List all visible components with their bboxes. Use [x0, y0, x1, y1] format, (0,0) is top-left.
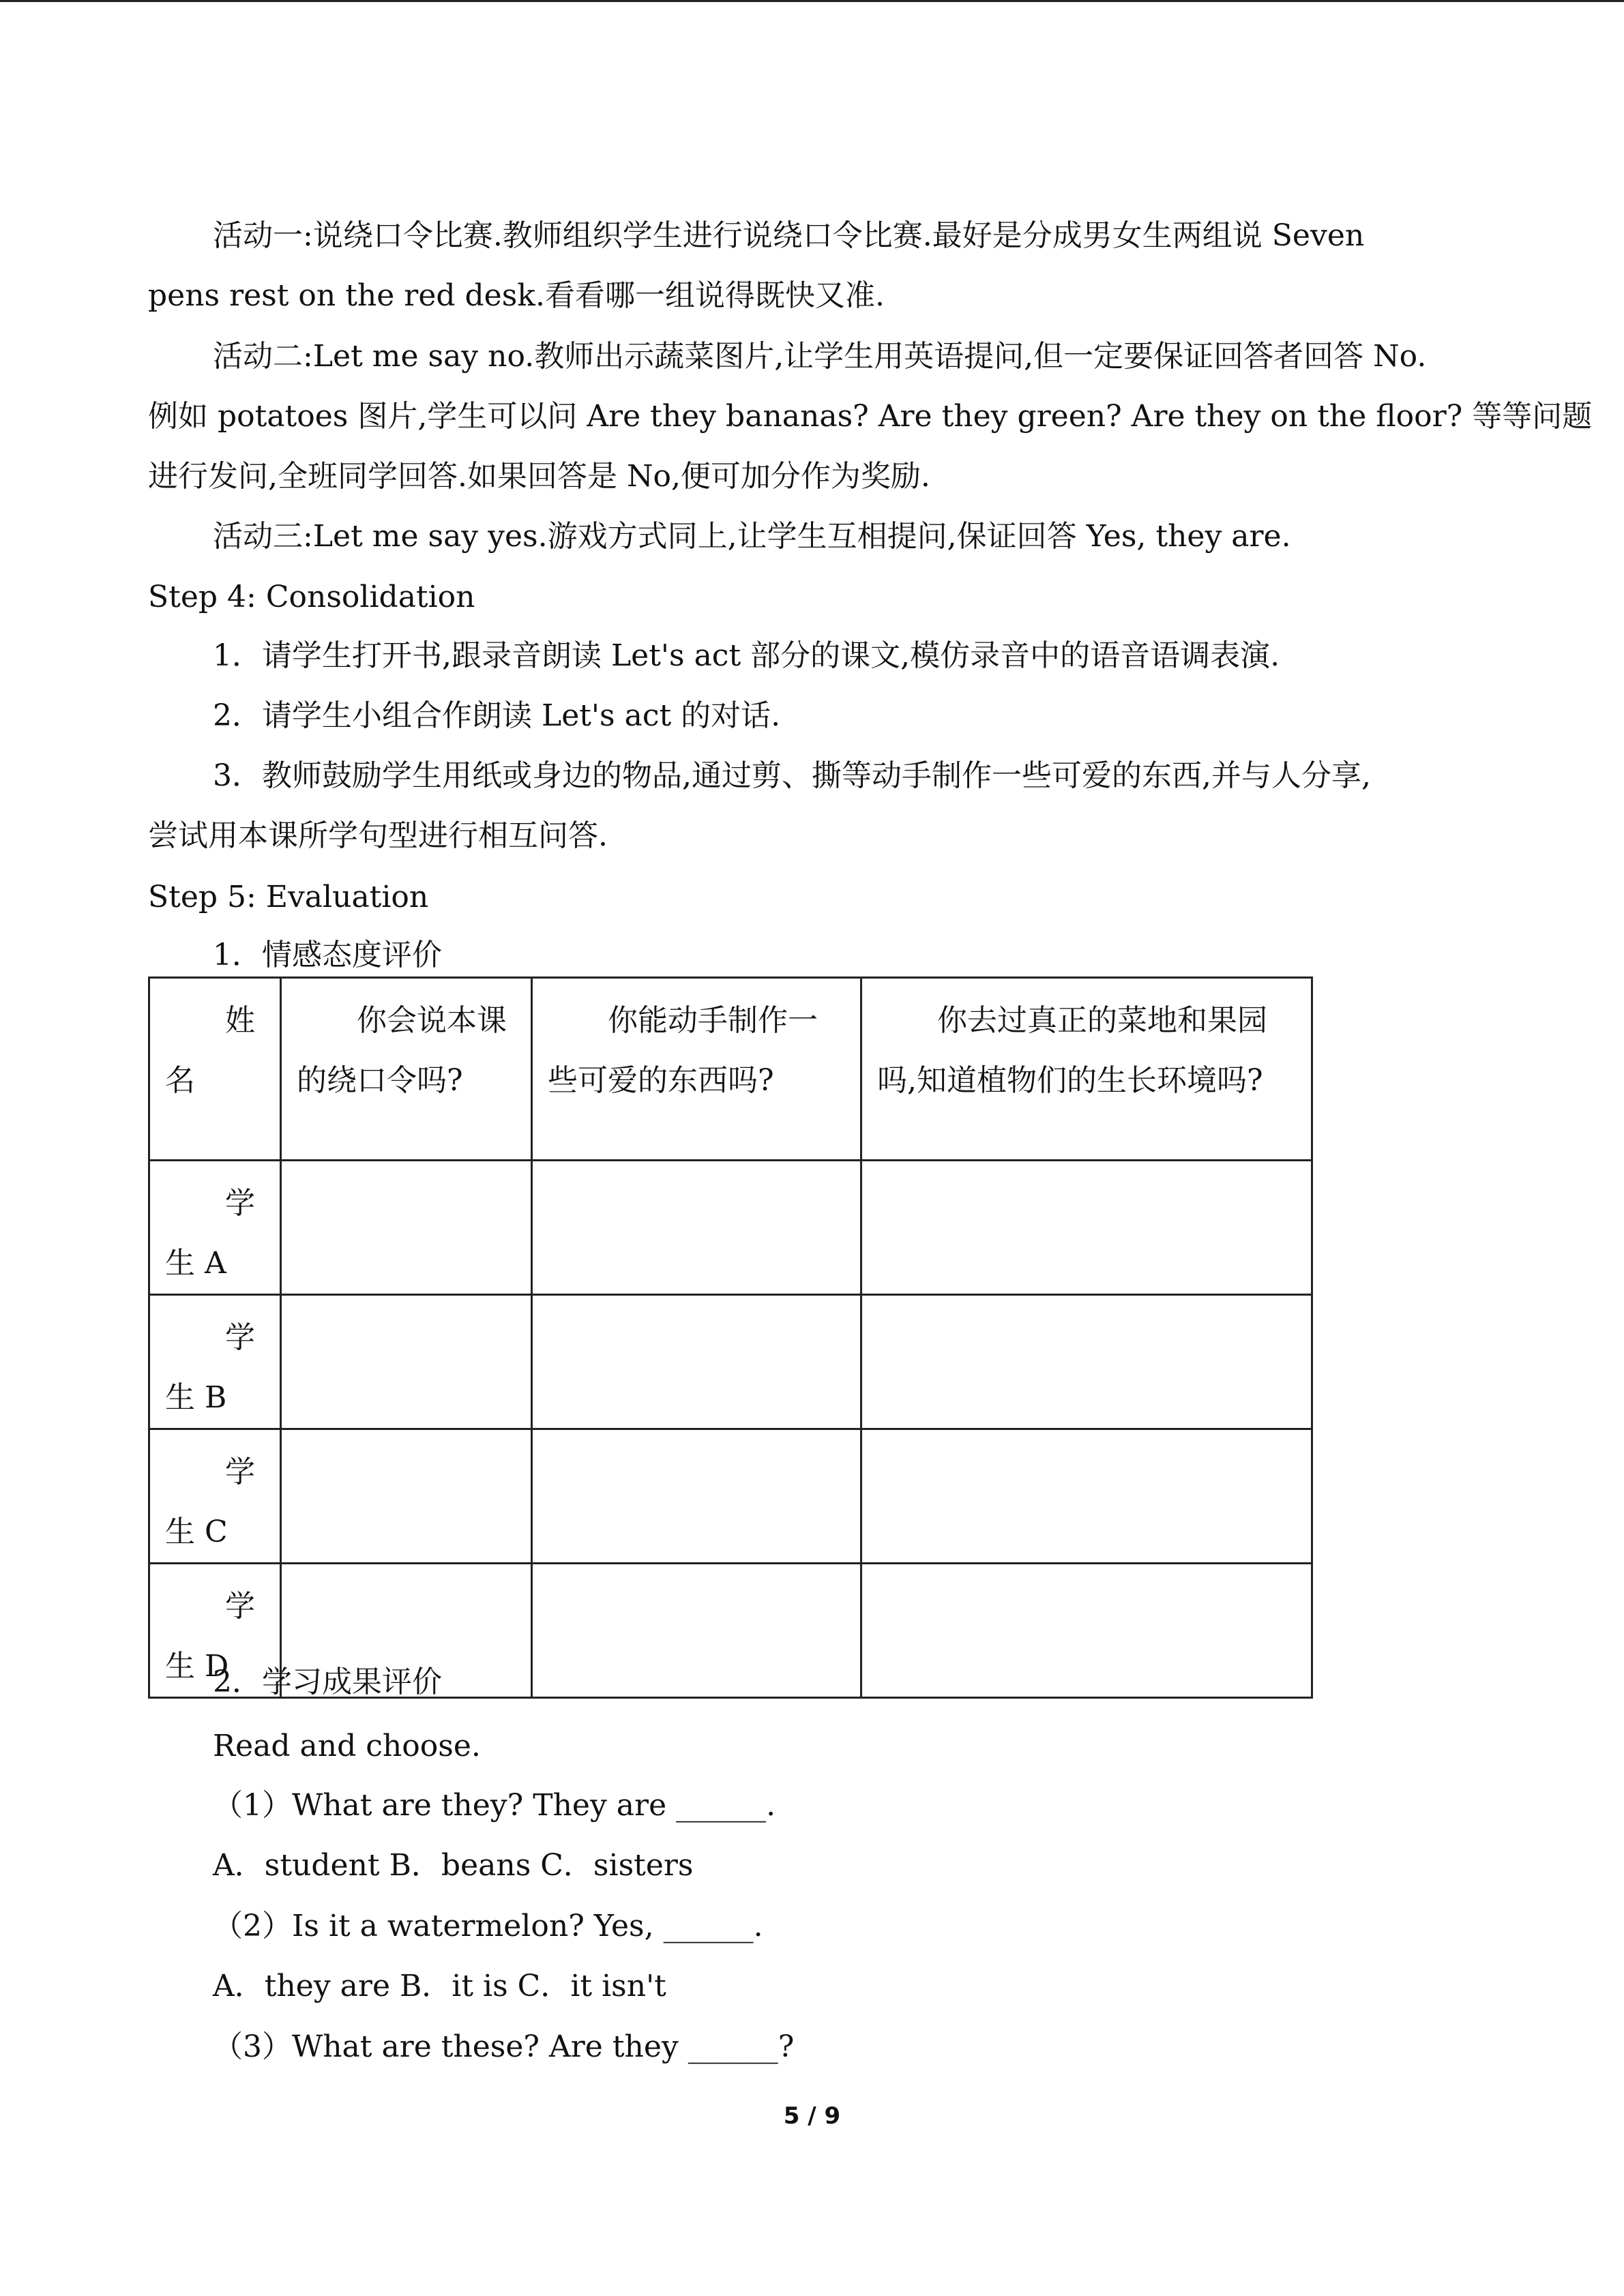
answer-cell[interactable]	[532, 1295, 861, 1429]
step-4-item-1: 1．请学生打开书,跟录音朗读 Let's act 部分的课文,模仿录音中的语音语调表演.	[213, 638, 1280, 673]
step-4-item-3-line-2: 尝试用本课所学句型进行相互问答.	[148, 818, 608, 853]
table-header-row	[149, 978, 1312, 1161]
header-tongue-twister: 你会说本课的绕口令吗?	[281, 978, 532, 1161]
question-1-options: A．student B．beans C．sisters	[213, 1848, 694, 1883]
student-name-cell: 学生 D	[149, 1564, 281, 1698]
activity-2-line-3: 进行发问,全班同学回答.如果回答是 No,便可加分作为奖励.	[148, 459, 930, 494]
step-4-item-2: 2．请学生小组合作朗读 Let's act 的对话.	[213, 698, 781, 733]
read-and-choose-instruction: Read and choose.	[213, 1729, 481, 1763]
header-handmade: 你能动手制作一些可爱的东西吗?	[532, 978, 861, 1161]
answer-cell[interactable]	[861, 1295, 1312, 1429]
activity-1-line-2: pens rest on the red desk.看看哪一组说得既快又准.	[148, 278, 885, 313]
answer-cell[interactable]	[861, 1161, 1312, 1295]
table-row	[149, 1161, 1312, 1295]
step-4-item-3-line-1: 3．教师鼓励学生用纸或身边的物品,通过剪、撕等动手制作一些可爱的东西,并与人分享,	[213, 758, 1371, 793]
answer-cell[interactable]	[532, 1429, 861, 1564]
step-5-heading: Step 5: Evaluation	[148, 880, 429, 914]
step-5-item-2: 2．学习成果评价	[213, 1665, 442, 1699]
answer-cell[interactable]	[281, 1161, 532, 1295]
activity-2-line-2: 例如 potatoes 图片,学生可以问 Are they bananas? Are they green? Are they on the floor? 等等问题	[148, 399, 1593, 434]
student-name-cell: 学生 B	[149, 1295, 281, 1429]
student-name-cell: 学生 A	[149, 1161, 281, 1295]
answer-cell[interactable]	[281, 1295, 532, 1429]
page-number: 5 / 9	[783, 2102, 841, 2130]
answer-cell[interactable]	[281, 1429, 532, 1564]
header-garden: 你去过真正的菜地和果园吗,知道植物们的生长环境吗?	[861, 978, 1312, 1161]
header-name: 姓名	[149, 978, 281, 1161]
evaluation-table	[148, 976, 1313, 1699]
question-2-options: A．they are B．it is C．it isn't	[213, 1969, 666, 2003]
activity-2-line-1: 活动二:Let me say no.教师出示蔬菜图片,让学生用英语提问,但一定要保证回答者回答 No.	[213, 339, 1427, 374]
answer-cell[interactable]	[861, 1564, 1312, 1698]
activity-3-line-1: 活动三:Let me say yes.游戏方式同上,让学生互相提问,保证回答 Yes, they are.	[213, 519, 1291, 554]
answer-cell[interactable]	[861, 1429, 1312, 1564]
question-1: （1）What are they? They are ______.	[213, 1788, 776, 1823]
step-5-item-1: 1．情感态度评价	[213, 938, 442, 972]
question-2: （2）Is it a watermelon? Yes, ______.	[213, 1909, 763, 1943]
table-row	[149, 1295, 1312, 1429]
page-top-border	[0, 0, 1624, 2]
question-3: （3）What are these? Are they ______?	[213, 2029, 795, 2064]
answer-cell[interactable]	[532, 1161, 861, 1295]
step-4-heading: Step 4: Consolidation	[148, 580, 475, 614]
answer-cell[interactable]	[532, 1564, 861, 1698]
table-row	[149, 1429, 1312, 1564]
activity-1-line-1: 活动一:说绕口令比赛.教师组织学生进行说绕口令比赛.最好是分成男女生两组说 Seven	[213, 218, 1365, 253]
student-name-cell: 学生 C	[149, 1429, 281, 1564]
